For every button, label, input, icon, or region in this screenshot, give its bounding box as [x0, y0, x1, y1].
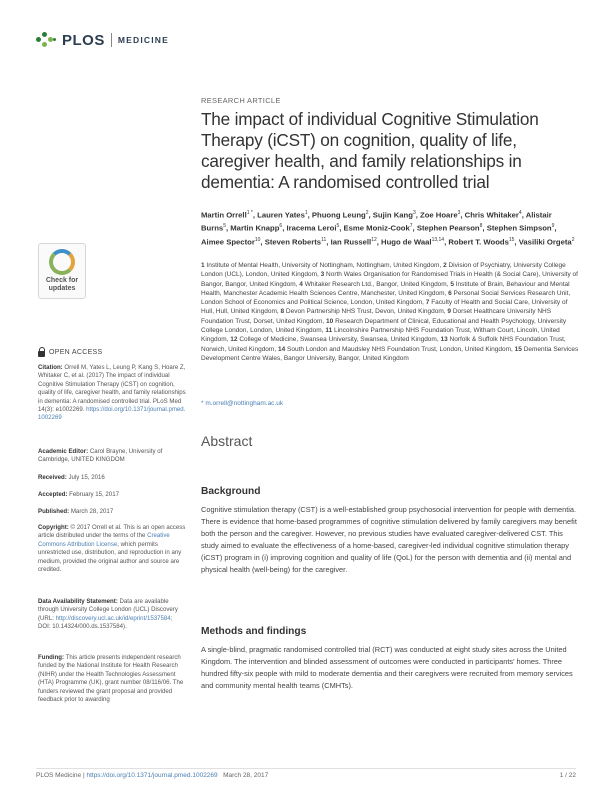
- author-affiliation-marker: 15: [508, 236, 515, 243]
- data-doi-text: ; DOI: 10.14324/000.ds.1537584).: [38, 614, 173, 631]
- background-paragraph: Cognitive stimulation therapy (CST) is a well-established group psychosocial intervention for people with dementia. There is evidence that home-based programmes of cognitive stimulation delivered by family caregivers may benefit both the person and the caregiver. However, no previous studies have evaluated caregiver-delivered CST. This study aimed to evaluate the effectiveness of a home-based, caregiver-led individual cognitive stimulation therapy (iCST) program in (i) improving cognition and quality of life (QoL) for the person with dementia and (ii) mental and physical health (well-being) for the caregiver.: [201, 505, 577, 574]
- methods-paragraph: A single-blind, pragmatic randomised controlled trial (RCT) was conducted at eight study sites across the United Kingdom. The intervention and blinded assessment of outcomes were conducted in participants' homes. Three hundred fifty-six people with mild to moderate dementia and their caregivers were recruited from memory services and community mental health teams (CMHTs).: [201, 645, 573, 690]
- journal-name: MEDICINE: [117, 35, 170, 45]
- author-affiliation-marker: 4: [518, 210, 522, 216]
- methods-heading: Methods and findings: [201, 626, 307, 637]
- affiliation-text: Research Department of Clinical, Educational and Health Psychology, University College London, London, United Kingdom,: [201, 317, 567, 335]
- affiliation-number: 8: [280, 308, 286, 316]
- footer-doi-link[interactable]: https://doi.org/10.1371/journal.pmed.1002269: [86, 772, 218, 779]
- article-type: RESEARCH ARTICLE: [201, 96, 281, 105]
- author-name: Stephen Simpson: [486, 223, 552, 233]
- affiliation-text: College of Medicine, Swansea University, Swansea, United Kingdom,: [239, 336, 441, 344]
- affiliation-number: 14: [277, 345, 287, 353]
- published-block: [38, 508, 186, 516]
- citation-label: Citation:: [38, 364, 63, 371]
- author-affiliation-marker: 11: [321, 236, 327, 243]
- page-footer: [36, 772, 268, 779]
- accepted-label: Accepted:: [38, 491, 68, 498]
- affiliation-number: 13: [440, 336, 450, 344]
- author-name: Vasiliki Orgeta: [518, 237, 572, 247]
- author-affiliation-marker: 3: [457, 210, 461, 216]
- accepted-date: February 15, 2017: [69, 491, 119, 498]
- copyright-text-cont: , which permits unrestricted use, distribution, and reproduction in any medium, provided the original author and source are credited.: [38, 540, 182, 574]
- data-availability-block: [38, 598, 186, 632]
- affiliation-number: 4: [299, 280, 305, 288]
- article-title: The impact of individual Cognitive Stimulation Therapy (iCST) on cognition, quality of life, caregiver health, and family relationships in dementia: A randomised controlled trial: [201, 109, 539, 192]
- affiliation-text: North Wales Organisation for Randomised Trials in Health (& Social Care), University of Bangor, Bangor, United Kingdom,: [201, 271, 578, 288]
- author-name: Aimee Spector: [201, 237, 255, 247]
- data-availability-label: Data Availability Statement:: [38, 598, 118, 605]
- citation-block: [38, 364, 186, 423]
- author-affiliation-marker: 1: [304, 210, 308, 216]
- copyright-text: © 2017 Orrell et al. This is an open access article distributed under the terms of the: [38, 524, 186, 540]
- author-name: Zoe Hoare: [420, 210, 458, 220]
- author-affiliation-marker: 2: [571, 236, 575, 243]
- affiliation-text: Whitaker Research Ltd., Bangor, United Kingdom,: [304, 280, 451, 288]
- check-for-updates-label: Check for updates: [45, 277, 79, 292]
- open-access-label: [38, 347, 102, 357]
- author-name: Iracema Leroi: [286, 223, 337, 233]
- ucl-discovery-link[interactable]: http://discovery.ucl.ac.uk/id/eprint/1537584: [55, 614, 171, 622]
- footer-journal: PLOS Medicine |: [36, 772, 85, 779]
- affiliation-text: Norfolk & Suffolk NHS Foundation Trust, Norwich, United Kingdom,: [201, 336, 566, 353]
- funding-text: This article presents independent research funded by the National Institute for Health Research (NIHR) under the Health Technologies Assessment (HTA) Programme (UK), grant number 08/116/06. The funders reviewed the grant proposal and provided feedback prior to awarding: [38, 654, 184, 704]
- check-for-updates-badge[interactable]: [38, 243, 86, 299]
- affiliation-text: Dorset Healthcare University NHS Foundation Trust, Dorset, United Kingdom,: [201, 308, 552, 325]
- author-affiliation-marker: 7: [409, 223, 413, 230]
- affiliation-text: South London and Maudsley NHS Foundation Trust, London, United Kingdom,: [287, 345, 515, 353]
- author-name: Steven Roberts: [264, 237, 322, 247]
- author-affiliation-marker: 12: [371, 236, 377, 243]
- funding-block: [38, 654, 186, 704]
- citation-doi-link[interactable]: https://doi.org/10.1371/journal.pmed.1002269: [38, 406, 186, 422]
- affiliation-number: 1: [201, 262, 207, 269]
- author-affiliation-marker: 13,14: [431, 236, 445, 243]
- author-name: Chris Whitaker: [464, 210, 519, 220]
- funding-label: Funding:: [38, 654, 65, 661]
- author-name: Lauren Yates: [257, 210, 305, 220]
- published-label: Published:: [38, 508, 70, 515]
- received-block: [38, 474, 186, 482]
- affiliation-number: 7: [425, 299, 432, 307]
- corresponding-email-link[interactable]: * m.orrell@nottingham.ac.uk: [201, 400, 284, 407]
- affiliation-text: Personal Social Services Research Unit, London School of Economics and Political Science, London, United Kingdom,: [201, 289, 571, 307]
- cc-license-link[interactable]: Creative Commons Attribution License: [38, 532, 170, 548]
- affiliation-number: 15: [514, 345, 524, 353]
- author-name: Alistair Burns: [201, 210, 552, 233]
- footer-divider: [36, 768, 576, 769]
- author-name: Hugo de Waal: [381, 237, 432, 247]
- page-number: 1 / 22: [559, 772, 576, 779]
- author-affiliation-marker: 5: [336, 223, 340, 230]
- received-label: Received:: [38, 474, 67, 481]
- author-name: Sujin Kang: [372, 210, 413, 220]
- logo-divider: [111, 33, 112, 47]
- copyright-label: Copyright:: [38, 524, 69, 531]
- affiliation-number: 12: [230, 336, 240, 344]
- affiliation-number: 2: [443, 262, 449, 269]
- editor-text: Carol Brayne, University of Cambridge, UNITED KINGDOM: [38, 448, 163, 464]
- copyright-block: [38, 524, 186, 574]
- brand-name: PLOS: [62, 31, 105, 49]
- affiliation-text: Division of Psychiatry, University College London (UCL), London, United Kingdom,: [201, 262, 566, 279]
- affiliation-text: Devon Partnership NHS Trust, Devon, United Kingdom,: [285, 308, 448, 316]
- plos-medicine-logo: [36, 30, 169, 50]
- affiliation-text: Institute of Brain, Behaviour and Mental Health, Manchester Academic Health Sciences Centre, Manchester, United Kingdom,: [201, 280, 570, 297]
- author-name: Esme Moniz-Cook: [343, 223, 410, 233]
- background-heading: Background: [201, 486, 261, 497]
- affiliation-text: Faculty of Health and Social Care, University of Hull, Hull, United Kingdom,: [201, 299, 568, 316]
- author-affiliation-marker: 8: [479, 223, 483, 230]
- author-affiliation-marker: 9: [551, 223, 555, 230]
- author-list: Martin Orrell$^{1 *}$, Lauren Yates$^1$, Phuong Leung$^2$, Sujin Kang$^3$, Zoe Hoare$^3$, Chris Whitaker$^4$, Alistair Burns$^5$, Martin Knapp$^6$, Iracema Leroi$^5$, Esme Moniz-Cook$^7$, Stephen Pearson$^8$, Stephen Simpson$^9$, Aimee Spector$^{10}$, Steven Roberts$^{11}$, Ian Russell$^{12}$, Hugo de Waal$^{13,14}$, Robert T. Woods$^{15}$, Vasiliki Orgeta$^2$: [201, 210, 575, 247]
- author-name: Martin Knapp: [230, 223, 280, 233]
- affiliation-number: 6: [448, 289, 454, 297]
- author-affiliation-marker: 2: [365, 210, 369, 216]
- crossmark-icon: [49, 249, 75, 275]
- citation-text: Orrell M, Yates L, Leung P, Kang S, Hoare Z, Whitaker C, et al. (2017) The impact of individual Cognitive Stimulation Therapy (iCST) on cognition, quality of life, caregiver health, and family relationships in dementia: A randomised controlled trial. PLoS Med 14(3): e1002269.: [38, 364, 186, 414]
- affiliation-number: 10: [326, 317, 336, 325]
- editor-label: Academic Editor:: [38, 448, 89, 455]
- affiliation-text: Dementia Services Development Centre Wales, Bangor University, Bangor, United Kingdom: [201, 345, 579, 362]
- published-date: March 28, 2017: [70, 508, 114, 515]
- footer-date: March 28, 2017: [223, 772, 269, 779]
- author-name: Martin Orrell: [201, 210, 247, 220]
- affiliation-number: 5: [450, 280, 456, 288]
- open-access-text: OPEN ACCESS: [49, 348, 103, 356]
- affiliation-number: 3: [320, 271, 327, 279]
- affiliation-text: Lincolnshire Partnership NHS Foundation Trust, Witham Court, Lincoln, United Kingdom,: [201, 327, 560, 344]
- affiliations: [201, 261, 579, 363]
- author-affiliation-marker: 6: [279, 223, 283, 230]
- author-name: Ian Russell: [330, 237, 372, 247]
- accepted-block: [38, 491, 186, 499]
- open-lock-icon: [38, 347, 45, 357]
- author-name: Phuong Leung: [311, 210, 366, 220]
- data-availability-text: Data are available through University College London (UCL) Discovery (URL:: [38, 598, 178, 622]
- affiliation-number: 9: [447, 308, 453, 316]
- affiliation-text: Institute of Mental Health, University of Nottingham, Nottingham, United Kingdom,: [206, 262, 444, 269]
- author-name: Robert T. Woods: [448, 237, 509, 247]
- author-affiliation-marker: 1 *: [246, 210, 253, 216]
- plos-dots-icon: [36, 31, 58, 49]
- affiliation-number: 11: [325, 327, 334, 335]
- author-name: Stephen Pearson: [416, 223, 480, 233]
- author-affiliation-marker: 5: [223, 223, 226, 230]
- author-affiliation-marker: 10: [254, 236, 261, 243]
- received-date: July 15, 2016: [68, 474, 105, 481]
- editor-block: [38, 448, 186, 465]
- author-affiliation-marker: 3: [412, 210, 416, 216]
- abstract-heading: Abstract: [201, 433, 253, 449]
